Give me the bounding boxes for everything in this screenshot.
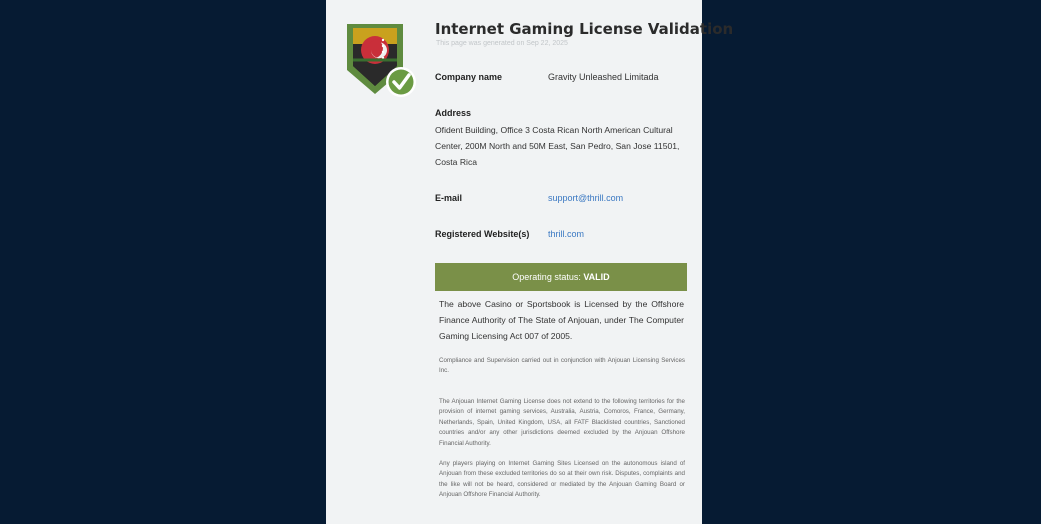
anjouan-seal-check-icon [345,22,419,100]
status-prefix: Operating status: [512,272,584,282]
status-value: VALID [583,272,610,282]
website-link[interactable]: thrill.com [548,229,585,239]
license-card [326,0,734,524]
operating-status-banner [435,263,687,291]
license-statement: The above Casino or Sportsbook is Licensed by the Offshore Finance Authority of The State of Anjouan, under The Computer Gaming Licensing Act 007 of 2005. [439,299,684,341]
excluded-territories-note: The Anjouan Internet Gaming License does not extend to the following territories for the provision of internet gaming services, Australia, Austria, Comoros, France, Germany, Netherlands, Spain, United Kingdom, USA, all FATF Blacklisted countries, Sanctioned countries and/or any other jurisdictions deemed excluded by the Anjouan Offshore Financial Authority. [439,398,685,447]
email-link[interactable]: support@thrill.com [548,193,624,203]
generated-date: This page was generated on Sep 22, 2025 [436,40,568,47]
player-risk-note: Any players playing on Internet Gaming Sites Licensed on the autonomous island of Anjouan from these excluded territories do so at their own risk. Disputes, complaints and the like will not be heard, considered or mediated by the Anjouan Gaming Board or Anjouan Offshore Financial Authority. [439,460,685,499]
company-name-label: Company name [435,72,503,82]
website-label: Registered Website(s) [435,229,530,239]
email-label: E-mail [435,193,463,203]
compliance-note: Compliance and Supervision carried out in conjunction with Anjouan Licensing Services Inc. [439,357,685,375]
address-label: Address [435,108,472,118]
page-title: Internet Gaming License Validation [435,20,734,38]
address-value: Ofident Building, Office 3 Costa Rican North American Cultural Center, 200M North and 50M East, San Pedro, San Jose 11501, Costa Rica [435,125,680,167]
company-name-value: Gravity Unleashed Limitada [548,72,659,82]
